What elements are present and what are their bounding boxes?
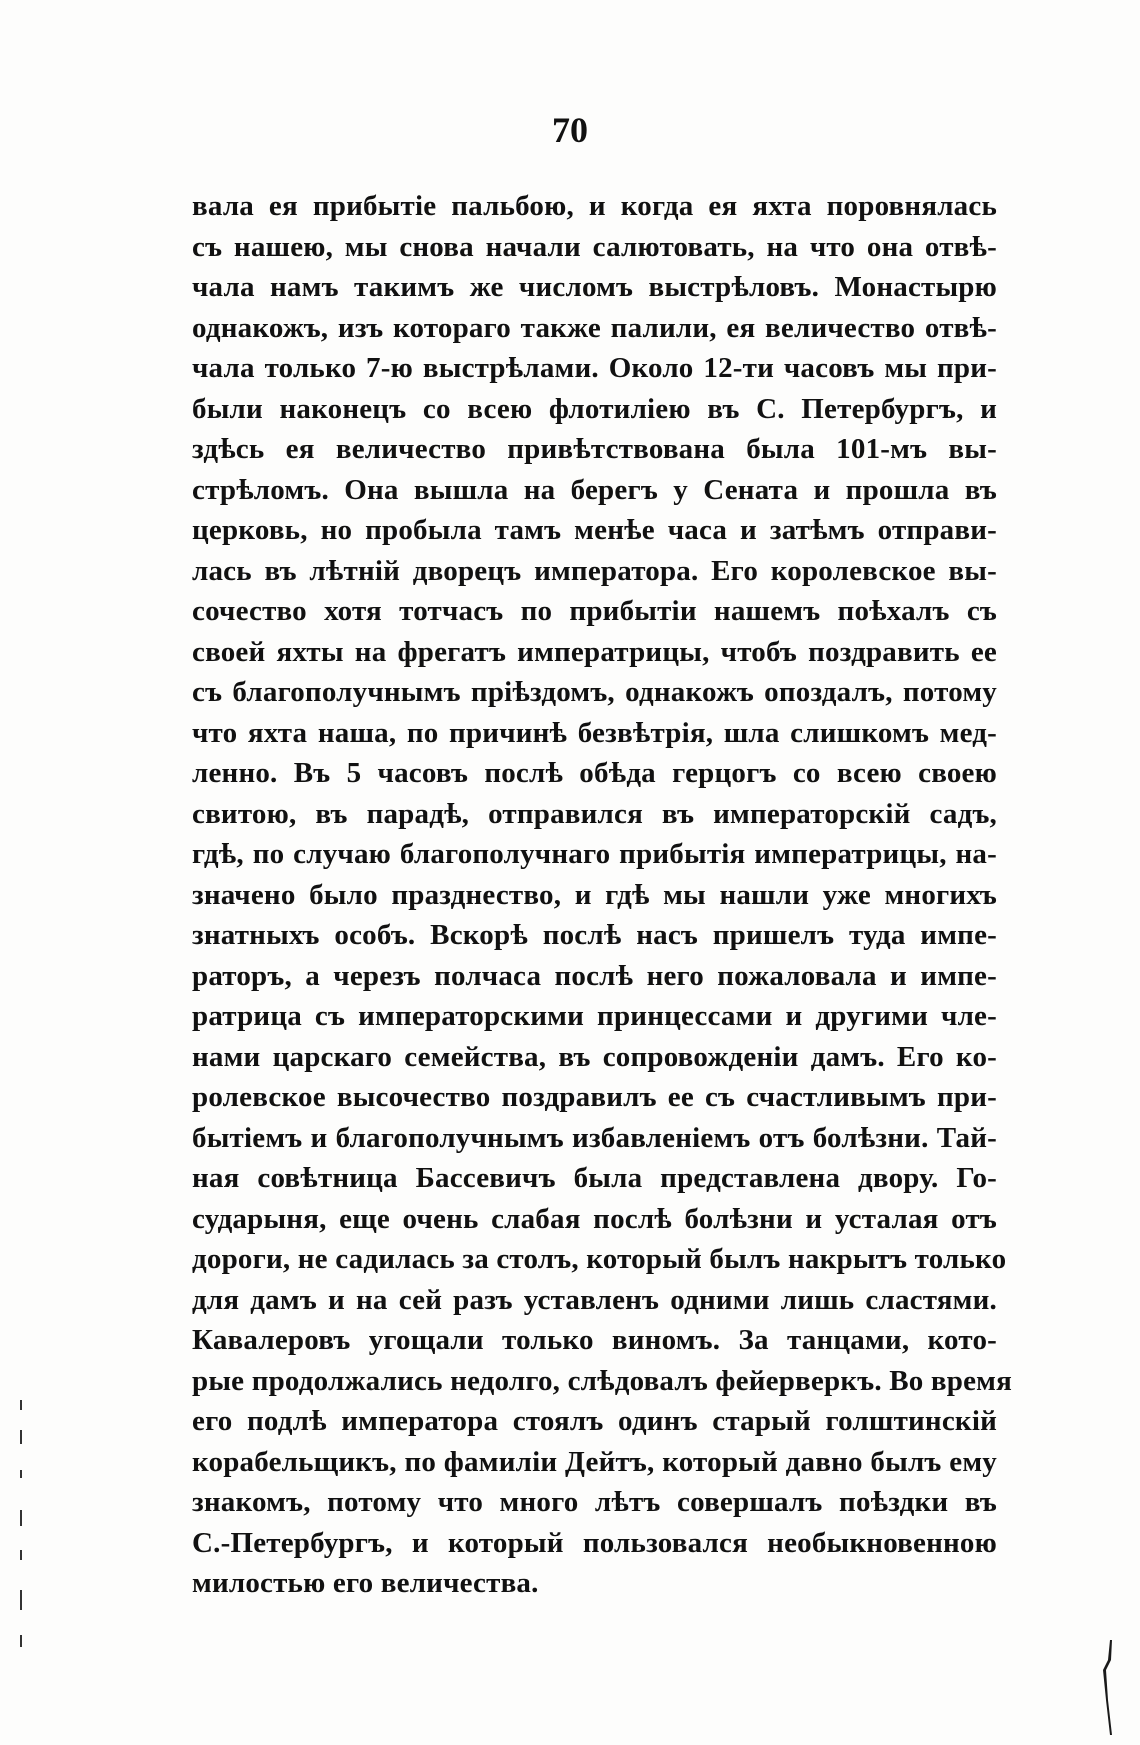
text-line: ленно. Въ 5 часовъ послѣ обѣда герцогъ со всею своею <box>192 757 997 789</box>
text-line: раторъ, а черезъ полчаса послѣ него пожаловала и импе- <box>192 959 997 992</box>
text-line: однакожъ, изъ котораго также палили, ея величество отвѣ- <box>192 311 997 344</box>
text-line: своей яхты на фрегатъ императрицы, чтобъ поздравить ее <box>192 635 997 668</box>
text-line: рые продолжались недолго, слѣдовалъ фейерверкъ. Во время <box>192 1364 1013 1397</box>
text-line: ролевское высочество поздравилъ ее съ счастливымъ при- <box>192 1081 997 1113</box>
text-line: стрѣломъ. Она вышла на берегъ у Сената и прошла въ <box>192 473 997 506</box>
text-line: нами царскаго семейства, въ сопровожденіи дамъ. Его ко- <box>192 1040 997 1073</box>
text-line: знакомъ, потому что много лѣтъ совершалъ поѣздки въ <box>192 1486 997 1518</box>
text-line: значено было празднество, и гдѣ мы нашли уже многихъ <box>192 878 997 911</box>
text-line: ратрица съ императорскими принцессами и другими чле- <box>192 1000 997 1032</box>
text-line: чала только 7-ю выстрѣлами. Около 12-ти часовъ мы при- <box>192 352 997 384</box>
text-line: сударыня, еще очень слабая послѣ болѣзни и усталая отъ <box>192 1202 997 1235</box>
text-line: знатныхъ особъ. Вскорѣ послѣ насъ пришелъ туда импе- <box>192 919 997 951</box>
text-line: милостью его величества. <box>192 1567 539 1599</box>
text-line: лась въ лѣтній дворецъ императора. Его королевское вы- <box>192 554 997 587</box>
text-line: гдѣ, по случаю благополучнаго прибытія императрицы, на- <box>192 838 997 870</box>
body-text <box>192 186 1013 1604</box>
text-line: сочество хотя тотчасъ по прибытіи нашемъ поѣхалъ съ <box>192 595 997 627</box>
text-line: бытіемъ и благополучнымъ избавленіемъ отъ болѣзни. Тай- <box>192 1121 997 1154</box>
text-line: свитою, въ парадѣ, отправился въ императорскій садъ, <box>192 797 997 830</box>
text-line: его подлѣ императора стоялъ одинъ старый голштинскій <box>192 1405 997 1437</box>
text-line: корабельщикъ, по фамиліи Дейтъ, который давно былъ ему <box>192 1445 997 1478</box>
scan-edge-dots <box>18 1400 24 1660</box>
text-line: для дамъ и на сей разъ уставленъ одними лишь сластями. <box>192 1283 997 1316</box>
text-line: ная совѣтница Бассевичъ была представлена двору. Го- <box>192 1162 997 1194</box>
text-line: Кавалеровъ угощали только виномъ. За танцами, кото- <box>192 1324 997 1356</box>
text-line: были наконецъ со всею флотиліею въ С. Петербургъ, и <box>192 392 997 425</box>
scan-edge-mark <box>1100 1640 1114 1735</box>
text-line: вала ея прибытіе пальбою, и когда ея яхта поровнялась <box>192 190 997 222</box>
text-line: что яхта наша, по причинѣ безвѣтрія, шла слишкомъ мед- <box>192 716 997 749</box>
text-line: съ нашею, мы снова начали салютовать, на что она отвѣ- <box>192 230 997 263</box>
text-line: съ благополучнымъ пріѣздомъ, однакожъ опоздалъ, потому <box>192 676 997 708</box>
text-line: дороги, не садилась за столъ, который былъ накрытъ только <box>192 1243 1007 1275</box>
text-line: церковь, но пробыла тамъ менѣе часа и затѣмъ отправи- <box>192 514 997 546</box>
page-number: 70 <box>552 110 588 150</box>
text-line: чала намъ такимъ же числомъ выстрѣловъ. Монастырю <box>192 271 997 303</box>
text-line: С.-Петербургъ, и который пользовался необыкновенною <box>192 1526 997 1559</box>
text-line: здѣсь ея величество привѣтствована была 101-мъ вы- <box>192 433 997 465</box>
